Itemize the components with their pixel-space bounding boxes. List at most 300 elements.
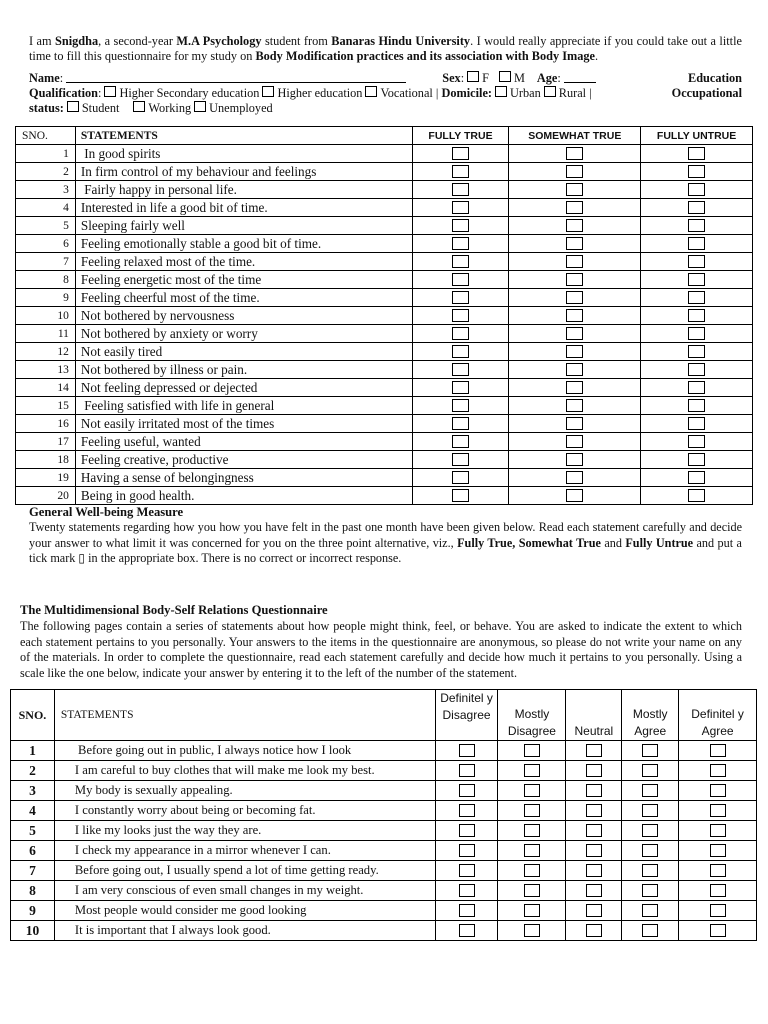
mbsrq-answer-checkbox[interactable] [586,904,602,917]
wellbeing-row-statement: Not easily irritated most of the times [75,415,412,433]
demographic-form [29,71,742,116]
mbsrq-answer-checkbox[interactable] [459,884,475,897]
mbsrq-table [10,689,757,941]
wellbeing-option-cell [641,145,753,163]
wellbeing-row-statement: Interested in life a good bit of time. [75,199,412,217]
wellbeing-answer-checkbox[interactable] [452,291,469,304]
wellbeing-row-statement: In good spirits [75,145,412,163]
wellbeing-option-cell [509,325,641,343]
wellbeing-answer-checkbox[interactable] [688,147,705,160]
mbsrq-row-statement: It is important that I always look good. [54,921,435,941]
wellbeing-row-number: 14 [16,379,76,397]
wellbeing-row-number: 20 [16,487,76,505]
age-field[interactable] [564,71,596,83]
wellbeing-option-cell [509,451,641,469]
wellbeing-desc-bold: Fully True, Somewhat True [457,535,601,550]
wellbeing-answer-checkbox[interactable] [566,399,583,412]
wellbeing-answer-checkbox[interactable] [688,453,705,466]
mbsrq-answer-checkbox[interactable] [710,904,726,917]
wellbeing-option-cell [641,397,753,415]
mbsrq-option-cell [435,921,498,941]
wellbeing-row [16,361,753,379]
wellbeing-answer-checkbox[interactable] [452,219,469,232]
mbsrq-row [11,801,757,821]
wellbeing-answer-checkbox[interactable] [566,345,583,358]
status-option-student: Student [81,101,120,115]
wellbeing-header-row [16,127,753,145]
mbsrq-option-cell [566,761,622,781]
mbsrq-option-cell [435,801,498,821]
wellbeing-answer-checkbox[interactable] [452,345,469,358]
wellbeing-answer-checkbox[interactable] [566,417,583,430]
course-name: M.A Psychology [176,34,262,48]
name-field[interactable] [66,71,406,83]
wellbeing-row [16,307,753,325]
mbsrq-answer-checkbox[interactable] [459,864,475,877]
mbsrq-row-number: 6 [11,841,55,861]
definitely-agree-header: Definitel y Agree [679,690,757,741]
wellbeing-option-cell [412,199,509,217]
mbsrq-row-number: 1 [11,741,55,761]
wellbeing-answer-checkbox[interactable] [688,345,705,358]
mbsrq-answer-checkbox[interactable] [459,844,475,857]
mbsrq-answer-checkbox[interactable] [524,924,540,937]
mbsrq-answer-checkbox[interactable] [459,784,475,797]
mbsrq-answer-checkbox[interactable] [586,844,602,857]
mbsrq-option-cell [498,781,566,801]
mbsrq-answer-checkbox[interactable] [710,864,726,877]
mbsrq-option-cell [622,861,679,881]
wellbeing-answer-checkbox[interactable] [566,165,583,178]
wellbeing-option-cell [641,343,753,361]
status-option-unemployed: Unemployed [209,101,273,115]
mbsrq-option-cell [679,781,757,801]
wellbeing-answer-checkbox[interactable] [566,453,583,466]
wellbeing-answer-checkbox[interactable] [688,417,705,430]
wellbeing-answer-checkbox[interactable] [688,435,705,448]
wellbeing-answer-checkbox[interactable] [566,309,583,322]
wellbeing-option-cell [509,271,641,289]
mostly-agree-header: Mostly Agree [622,690,679,741]
mbsrq-row-statement: Most people would consider me good looking [54,901,435,921]
mbsrq-answer-checkbox[interactable] [642,904,658,917]
mbsrq-row-number: 9 [11,901,55,921]
mbsrq-option-cell [498,761,566,781]
wellbeing-option-cell [412,145,509,163]
mbsrq-row [11,901,757,921]
wellbeing-row [16,253,753,271]
mbsrq-option-cell [435,841,498,861]
wellbeing-row-number: 19 [16,469,76,487]
wellbeing-answer-checkbox[interactable] [452,309,469,322]
wellbeing-option-cell [641,469,753,487]
wellbeing-option-cell [641,451,753,469]
fully-untrue-header: FULLY UNTRUE [641,127,753,145]
mbsrq-option-cell [498,841,566,861]
wellbeing-row-number: 11 [16,325,76,343]
wellbeing-answer-checkbox[interactable] [688,471,705,484]
wellbeing-answer-checkbox[interactable] [688,165,705,178]
mbsrq-option-cell [498,801,566,821]
mbsrq-row-statement: Before going out, I usually spend a lot of time getting ready. [54,861,435,881]
wellbeing-answer-checkbox[interactable] [452,255,469,268]
wellbeing-answer-checkbox[interactable] [688,489,705,502]
mbsrq-answer-checkbox[interactable] [586,824,602,837]
mbsrq-option-cell [566,841,622,861]
mbsrq-option-cell [435,821,498,841]
mbsrq-answer-checkbox[interactable] [710,804,726,817]
form-line-3 [29,101,742,116]
wellbeing-row [16,145,753,163]
wellbeing-answer-checkbox[interactable] [452,399,469,412]
mbsrq-answer-checkbox[interactable] [524,844,540,857]
sex-checkbox-m[interactable] [499,71,511,82]
wellbeing-answer-checkbox[interactable] [566,147,583,160]
wellbeing-desc-text: and put a tick mark ▯ in the appropriate box. There is no correct or incorrect response. [29,535,742,565]
wellbeing-option-cell [412,253,509,271]
mbsrq-option-cell [679,901,757,921]
wellbeing-row-statement: Being in good health. [75,487,412,505]
mbsrq-answer-checkbox[interactable] [642,924,658,937]
mbsrq-answer-checkbox[interactable] [710,824,726,837]
mbsrq-row-statement: I check my appearance in a mirror whenever I can. [54,841,435,861]
mbsrq-row-number: 5 [11,821,55,841]
wellbeing-row-statement: Sleeping fairly well [75,217,412,235]
wellbeing-answer-checkbox[interactable] [688,219,705,232]
wellbeing-option-cell [412,307,509,325]
mbsrq-row-number: 7 [11,861,55,881]
mbsrq-answer-checkbox[interactable] [710,784,726,797]
wellbeing-option-cell [412,163,509,181]
mbsrq-row [11,841,757,861]
wellbeing-answer-checkbox[interactable] [566,219,583,232]
wellbeing-answer-checkbox[interactable] [566,255,583,268]
wellbeing-option-cell [641,163,753,181]
wellbeing-row-statement: Not feeling depressed or dejected [75,379,412,397]
mbsrq-row-statement: I am very conscious of even small changes in my weight. [54,881,435,901]
wellbeing-option-cell [641,289,753,307]
wellbeing-answer-checkbox[interactable] [452,273,469,286]
mbsrq-answer-checkbox[interactable] [642,864,658,877]
mbsrq-option-cell [566,881,622,901]
wellbeing-option-cell [509,379,641,397]
wellbeing-row [16,181,753,199]
mbsrq-row-number: 10 [11,921,55,941]
domicile-option-rural: Rural [558,86,587,100]
mbsrq-option-cell [679,861,757,881]
mbsrq-answer-checkbox[interactable] [524,744,540,757]
status-checkbox-unemployed[interactable] [194,101,206,112]
wellbeing-answer-checkbox[interactable] [452,489,469,502]
mbsrq-row [11,781,757,801]
mbsrq-option-cell [566,801,622,821]
wellbeing-answer-checkbox[interactable] [452,147,469,160]
mbsrq-answer-checkbox[interactable] [710,924,726,937]
mbsrq-answer-checkbox[interactable] [642,764,658,777]
wellbeing-option-cell [412,379,509,397]
mbsrq-row-statement: I am careful to buy clothes that will make me look my best. [54,761,435,781]
edu-option-he: Higher education [277,86,363,100]
wellbeing-option-cell [412,361,509,379]
wellbeing-answer-checkbox[interactable] [566,471,583,484]
mbsrq-answer-checkbox[interactable] [586,744,602,757]
wellbeing-row-statement: Not bothered by illness or pain. [75,361,412,379]
wellbeing-answer-checkbox[interactable] [452,183,469,196]
wellbeing-option-cell [412,325,509,343]
wellbeing-row-statement: Not bothered by anxiety or worry [75,325,412,343]
mbsrq-answer-checkbox[interactable] [524,804,540,817]
wellbeing-row [16,235,753,253]
wellbeing-answer-checkbox[interactable] [452,327,469,340]
wellbeing-option-cell [509,415,641,433]
mbsrq-answer-checkbox[interactable] [710,744,726,757]
wellbeing-option-cell [412,343,509,361]
wellbeing-option-cell [641,253,753,271]
wellbeing-answer-checkbox[interactable] [688,183,705,196]
wellbeing-answer-checkbox[interactable] [452,381,469,394]
mbsrq-option-cell [498,861,566,881]
mbsrq-option-cell [566,741,622,761]
qualification-label: Qualification [29,86,99,100]
form-line-1: Name : Sex : F M Age : Education [29,71,742,85]
mbsrq-answer-checkbox[interactable] [710,844,726,857]
wellbeing-answer-checkbox[interactable] [688,255,705,268]
wellbeing-option-cell [641,325,753,343]
wellbeing-answer-checkbox[interactable] [452,363,469,376]
wellbeing-option-cell [641,433,753,451]
wellbeing-option-cell [412,235,509,253]
wellbeing-answer-checkbox[interactable] [566,489,583,502]
mbsrq-row [11,821,757,841]
mbsrq-answer-checkbox[interactable] [642,824,658,837]
mbsrq-answer-checkbox[interactable] [586,864,602,877]
mbsrq-row-number: 4 [11,801,55,821]
wellbeing-row-number: 2 [16,163,76,181]
mbsrq-option-cell [498,821,566,841]
wellbeing-row-statement: Not bothered by nervousness [75,307,412,325]
wellbeing-answer-checkbox[interactable] [688,327,705,340]
wellbeing-row-number: 17 [16,433,76,451]
mbsrq-option-cell [498,901,566,921]
wellbeing-option-cell [509,181,641,199]
wellbeing-answer-checkbox[interactable] [688,363,705,376]
mbsrq-option-cell [679,921,757,941]
mbsrq-option-cell [435,861,498,881]
mbsrq-answer-checkbox[interactable] [459,824,475,837]
neutral-header: Neutral [566,690,622,741]
mbsrq-answer-checkbox[interactable] [586,764,602,777]
wellbeing-answer-checkbox[interactable] [688,273,705,286]
intro-text: , a second-year [98,34,177,48]
edu-option-hse: Higher Secondary education [119,86,260,100]
edu-checkbox-he[interactable] [262,86,274,97]
wellbeing-option-cell [641,415,753,433]
wellbeing-row [16,415,753,433]
domicile-checkbox-urban[interactable] [495,86,507,97]
somewhat-true-header: SOMEWHAT TRUE [509,127,641,145]
wellbeing-answer-checkbox[interactable] [452,453,469,466]
wellbeing-answer-checkbox[interactable] [566,381,583,394]
wellbeing-option-cell [641,271,753,289]
mbsrq-statements-header: STATEMENTS [54,690,435,741]
wellbeing-answer-checkbox[interactable] [566,435,583,448]
wellbeing-answer-checkbox[interactable] [688,201,705,214]
mbsrq-option-cell [435,781,498,801]
university-name: Banaras Hindu University [331,34,471,48]
sex-label: Sex [442,71,461,85]
wellbeing-option-cell [509,397,641,415]
mbsrq-option-cell [622,921,679,941]
wellbeing-option-cell [509,469,641,487]
wellbeing-answer-checkbox[interactable] [566,183,583,196]
wellbeing-option-cell [509,163,641,181]
wellbeing-desc-text: and [600,535,626,550]
mbsrq-answer-checkbox[interactable] [642,884,658,897]
mbsrq-option-cell [566,901,622,921]
wellbeing-row-number: 6 [16,235,76,253]
wellbeing-row-number: 10 [16,307,76,325]
mbsrq-answer-checkbox[interactable] [524,864,540,877]
wellbeing-option-cell [641,235,753,253]
wellbeing-row [16,487,753,505]
wellbeing-option-cell [509,235,641,253]
mbsrq-option-cell [622,741,679,761]
wellbeing-row-number: 5 [16,217,76,235]
mbsrq-answer-checkbox[interactable] [524,904,540,917]
mbsrq-answer-checkbox[interactable] [642,804,658,817]
mbsrq-answer-checkbox[interactable] [642,744,658,757]
wellbeing-option-cell [509,289,641,307]
intro-paragraph [29,34,742,64]
mbsrq-answer-checkbox[interactable] [459,764,475,777]
mbsrq-description: The following pages contain a series of statements about how people might think, feel, or behave. You are asked to indicate the extent to which each statement pertains to you personally. Your answers to the items in the questionnaire are anonymous, so please do not write your name on any of the materials. In order to complete the questionnaire, read each statement carefully and decide how much it pertains to you personally. Using a scale like the one below, indicate your answer by entering it to the left of the number of the statement. [20,619,742,680]
wellbeing-row [16,379,753,397]
mbsrq-answer-checkbox[interactable] [524,884,540,897]
wellbeing-answer-checkbox[interactable] [452,237,469,250]
mbsrq-answer-checkbox[interactable] [642,844,658,857]
wellbeing-answer-checkbox[interactable] [688,381,705,394]
wellbeing-row-statement: Feeling satisfied with life in general [75,397,412,415]
wellbeing-answer-checkbox[interactable] [566,201,583,214]
mbsrq-answer-checkbox[interactable] [642,784,658,797]
wellbeing-row-number: 9 [16,289,76,307]
mbsrq-answer-checkbox[interactable] [459,924,475,937]
mbsrq-answer-checkbox[interactable] [459,904,475,917]
wellbeing-answer-checkbox[interactable] [452,435,469,448]
mbsrq-row-number: 8 [11,881,55,901]
mbsrq-answer-checkbox[interactable] [459,744,475,757]
mbsrq-answer-checkbox[interactable] [459,804,475,817]
mbsrq-answer-checkbox[interactable] [586,804,602,817]
wellbeing-answer-checkbox[interactable] [566,327,583,340]
wellbeing-row-number: 4 [16,199,76,217]
mbsrq-option-cell [435,881,498,901]
sex-checkbox-f[interactable] [467,71,479,82]
wellbeing-rows [16,145,753,505]
researcher-name: Snigdha [55,34,99,48]
wellbeing-answer-checkbox[interactable] [452,201,469,214]
education-label: Education [688,71,742,85]
wellbeing-answer-checkbox[interactable] [688,399,705,412]
mbsrq-option-cell [622,801,679,821]
wellbeing-answer-checkbox[interactable] [566,237,583,250]
wellbeing-row [16,397,753,415]
wellbeing-row-number: 15 [16,397,76,415]
mbsrq-answer-checkbox[interactable] [710,884,726,897]
wellbeing-row-number: 18 [16,451,76,469]
wellbeing-answer-checkbox[interactable] [566,291,583,304]
intro-text: I am [29,34,56,48]
mbsrq-option-cell [679,841,757,861]
wellbeing-answer-checkbox[interactable] [566,273,583,286]
wellbeing-answer-checkbox[interactable] [452,417,469,430]
wellbeing-row-statement: Feeling creative, productive [75,451,412,469]
wellbeing-row-statement: Fairly happy in personal life. [75,181,412,199]
wellbeing-answer-checkbox[interactable] [452,165,469,178]
wellbeing-answer-checkbox[interactable] [566,363,583,376]
wellbeing-answer-checkbox[interactable] [452,471,469,484]
wellbeing-desc-text: Twenty statements regarding how you how you have felt in the past one month have been given below. Read each statement carefully and decide your answer to what limit it was concerned for you on the three point alternative, viz., [29,520,742,550]
edu-checkbox-voc[interactable] [365,86,377,97]
sex-option-m: M [513,71,525,85]
mbsrq-answer-checkbox[interactable] [586,924,602,937]
edu-option-voc: Vocational [380,86,433,100]
wellbeing-row [16,271,753,289]
wellbeing-description [29,520,742,567]
name-label: Name [29,71,60,85]
wellbeing-answer-checkbox[interactable] [688,291,705,304]
statements-header: STATEMENTS [75,127,412,145]
wellbeing-option-cell [509,487,641,505]
mbsrq-answer-checkbox[interactable] [524,764,540,777]
wellbeing-row [16,343,753,361]
wellbeing-row-statement: Feeling relaxed most of the time. [75,253,412,271]
status-checkbox-student[interactable] [67,101,79,112]
wellbeing-option-cell [641,379,753,397]
wellbeing-row [16,451,753,469]
intro-text: . I would really appreciate if you could take out a little time to fill this questionnaire for my study on [29,34,742,63]
mostly-disagree-header: Mostly Disagree [498,690,566,741]
wellbeing-option-cell [412,433,509,451]
edu-checkbox-hse[interactable] [104,86,116,97]
status-checkbox-working[interactable] [133,101,145,112]
domicile-checkbox-rural[interactable] [544,86,556,97]
wellbeing-row-number: 1 [16,145,76,163]
wellbeing-answer-checkbox[interactable] [688,237,705,250]
wellbeing-option-cell [641,181,753,199]
wellbeing-row-number: 8 [16,271,76,289]
mbsrq-option-cell [566,921,622,941]
mbsrq-answer-checkbox[interactable] [524,824,540,837]
wellbeing-row-number: 3 [16,181,76,199]
wellbeing-row-statement: Feeling cheerful most of the time. [75,289,412,307]
wellbeing-row [16,199,753,217]
mbsrq-row-statement: My body is sexually appealing. [54,781,435,801]
wellbeing-title: General Well-being Measure [29,505,184,519]
mbsrq-answer-checkbox[interactable] [524,784,540,797]
wellbeing-row [16,289,753,307]
status-option-working: Working [148,101,192,115]
intro-text: student from [261,34,332,48]
mbsrq-option-cell [679,821,757,841]
mbsrq-answer-checkbox[interactable] [586,884,602,897]
intro-text: . [595,49,599,63]
wellbeing-option-cell [412,181,509,199]
wellbeing-answer-checkbox[interactable] [688,309,705,322]
mbsrq-answer-checkbox[interactable] [710,764,726,777]
mbsrq-answer-checkbox[interactable] [586,784,602,797]
form-line-2: Qualification : Higher Secondary education Higher education Vocational | Domicile: Urban Rural | Occupational [29,86,742,100]
